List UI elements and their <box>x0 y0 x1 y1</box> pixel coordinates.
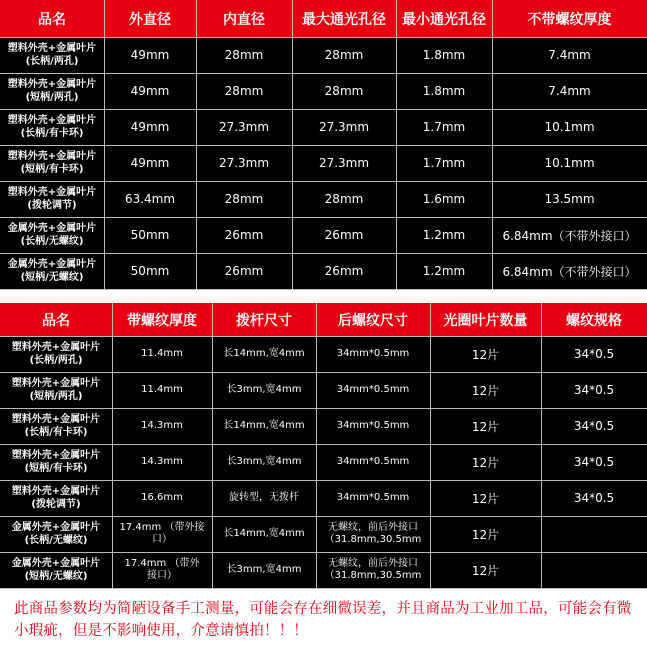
header-blade-count: 光圈叶片数量 <box>443 312 528 329</box>
cell-blade-count: 12片 <box>471 563 500 578</box>
cell-min-aperture: 1.7mm <box>422 156 466 170</box>
spec-table-threads <box>0 303 647 589</box>
cell-thickness-no-thread: 6.84mm（不带外接口） <box>502 264 637 279</box>
cell-thread-thickness: 16.6mm <box>141 492 183 503</box>
cell-thread-thickness: 17.4mm （带外接 口） <box>119 522 205 545</box>
cell-inner-diameter: 28mm <box>224 48 264 62</box>
cell-thread-thickness: 17.4mm （带外 接口） <box>124 558 200 581</box>
cell-rear-thread: 无螺纹，前后外接口 （31.8mm,30.5mm <box>324 522 422 545</box>
cell-min-aperture: 1.6mm <box>422 192 466 206</box>
cell-inner-diameter: 27.3mm <box>218 120 270 134</box>
grid-line <box>0 109 647 110</box>
cell-product: 塑料外壳+金属叶片 (短柄/两孔) <box>11 378 101 402</box>
header-max-aperture: 最大通光孔径 <box>302 11 386 28</box>
cell-thickness-no-thread: 10.1mm <box>544 156 595 170</box>
grid-line <box>0 516 647 517</box>
grid-line <box>0 336 647 337</box>
grid-line <box>0 217 647 218</box>
header-rear-thread: 后螺纹尺寸 <box>338 312 408 329</box>
grid-line <box>112 303 113 588</box>
cell-lever-size: 长14mm,宽4mm <box>223 528 305 539</box>
header-row <box>0 303 647 336</box>
cell-thread-spec <box>541 516 647 552</box>
table-row <box>0 73 647 109</box>
table-row <box>0 109 647 145</box>
header-outer-diameter: 外直径 <box>129 11 171 28</box>
cell-min-aperture: 1.8mm <box>422 48 466 62</box>
cell-thread-thickness: 14.3mm <box>141 420 183 431</box>
grid-line <box>0 552 647 553</box>
table-row <box>0 372 647 408</box>
cell-thread-spec: 34*0.5 <box>573 491 615 505</box>
grid-line <box>0 372 647 373</box>
header-product: 品名 <box>42 312 70 329</box>
cell-product: 塑料外壳+金属叶片 (拨轮调节) <box>11 486 101 510</box>
cell-blade-count: 12片 <box>471 491 500 506</box>
header-lever-size: 拨杆尺寸 <box>236 312 292 329</box>
cell-outer-diameter: 49mm <box>130 84 170 98</box>
cell-product: 塑料外壳+金属叶片 (短柄/有卡环) <box>11 450 101 474</box>
grid-line <box>0 444 647 445</box>
cell-thread-spec <box>541 552 647 588</box>
cell-max-aperture: 28mm <box>324 48 364 62</box>
cell-outer-diameter: 50mm <box>130 264 170 278</box>
header-thread-spec: 螺纹规格 <box>566 312 622 329</box>
table-row <box>0 516 647 552</box>
table-row <box>0 336 647 372</box>
cell-inner-diameter: 27.3mm <box>218 156 270 170</box>
table-row <box>0 253 647 289</box>
cell-max-aperture: 26mm <box>324 228 364 242</box>
grid-line <box>430 303 431 588</box>
cell-max-aperture: 26mm <box>324 264 364 278</box>
cell-rear-thread: 34mm*0.5mm <box>336 348 410 359</box>
cell-blade-count: 12片 <box>471 383 500 398</box>
header-inner-diameter: 内直径 <box>223 11 265 28</box>
cell-thread-spec: 34*0.5 <box>573 455 615 469</box>
spec-table-dimensions <box>0 0 647 289</box>
grid-line <box>212 303 213 588</box>
cell-thickness-no-thread: 6.84mm（不带外接口） <box>502 228 637 243</box>
header-product: 品名 <box>38 11 66 28</box>
cell-product: 金属外壳+金属叶片 (长柄/无螺纹) <box>7 223 97 247</box>
cell-thickness-no-thread: 13.5mm <box>544 192 595 206</box>
cell-thickness-no-thread: 7.4mm <box>548 84 591 98</box>
cell-max-aperture: 28mm <box>324 84 364 98</box>
cell-inner-diameter: 28mm <box>224 192 264 206</box>
cell-product: 塑料外壳+金属叶片 (长柄/两孔) <box>11 342 101 366</box>
grid-line <box>0 37 647 38</box>
disclaimer-note: 此商品参数均为简陋设备手工测量，可能会存在细微误差，并且商品为工业加工品，可能会有微小瑕疵，但是不影响使用，介意请慎拍！！！ <box>14 601 632 639</box>
table-row <box>0 145 647 181</box>
cell-max-aperture: 27.3mm <box>318 120 370 134</box>
grid-line <box>0 480 647 481</box>
cell-product: 塑料外壳+金属叶片 (长柄/两孔) <box>7 43 97 67</box>
cell-lever-size: 长3mm,宽4mm <box>226 564 302 575</box>
table-row <box>0 37 647 73</box>
table-row <box>0 217 647 253</box>
cell-product: 金属外壳+金属叶片 (短柄/无螺纹) <box>7 259 97 283</box>
cell-outer-diameter: 49mm <box>130 120 170 134</box>
cell-min-aperture: 1.7mm <box>422 120 466 134</box>
cell-outer-diameter: 63.4mm <box>124 192 176 206</box>
cell-rear-thread: 34mm*0.5mm <box>336 492 410 503</box>
cell-blade-count: 12片 <box>471 419 500 434</box>
cell-min-aperture: 1.8mm <box>422 84 466 98</box>
cell-product: 塑料外壳+金属叶片 (短柄/两孔) <box>7 79 97 103</box>
table-row <box>0 408 647 444</box>
header-row <box>0 0 647 37</box>
cell-rear-thread: 34mm*0.5mm <box>336 384 410 395</box>
cell-blade-count: 12片 <box>471 347 500 362</box>
grid-line <box>541 303 542 588</box>
cell-blade-count: 12片 <box>471 455 500 470</box>
cell-thread-spec: 34*0.5 <box>573 419 615 433</box>
header-min-aperture: 最小通光孔径 <box>402 11 486 28</box>
cell-lever-size: 旋转型，无拨杆 <box>229 492 299 503</box>
cell-product: 塑料外壳+金属叶片 (长柄/有卡环) <box>11 414 101 438</box>
cell-product: 塑料外壳+金属叶片 (短柄/有卡环) <box>7 151 97 175</box>
cell-thread-spec: 34*0.5 <box>573 383 615 397</box>
grid-line <box>0 73 647 74</box>
grid-line <box>0 408 647 409</box>
cell-inner-diameter: 26mm <box>224 264 264 278</box>
cell-min-aperture: 1.2mm <box>422 264 466 278</box>
table-row <box>0 552 647 588</box>
table-row <box>0 181 647 217</box>
cell-thread-spec: 34*0.5 <box>573 347 615 361</box>
grid-line <box>0 145 647 146</box>
cell-product: 塑料外壳+金属叶片 (长柄/有卡环) <box>7 115 97 139</box>
cell-lever-size: 长14mm,宽4mm <box>223 348 305 359</box>
cell-outer-diameter: 49mm <box>130 48 170 62</box>
cell-product: 塑料外壳+金属叶片 (拨轮调节) <box>7 187 97 211</box>
grid-line <box>0 588 647 589</box>
cell-inner-diameter: 26mm <box>224 228 264 242</box>
cell-thread-thickness: 11.4mm <box>141 348 183 359</box>
grid-line <box>316 303 317 588</box>
cell-product: 金属外壳+金属叶片 (短柄/无螺纹) <box>11 558 101 582</box>
header-thickness-no-thread: 不带螺纹厚度 <box>527 11 612 28</box>
cell-lever-size: 长3mm,宽4mm <box>226 384 302 395</box>
cell-max-aperture: 27.3mm <box>318 156 370 170</box>
cell-product: 金属外壳+金属叶片 (长柄/无螺纹) <box>11 522 101 546</box>
table-row <box>0 444 647 480</box>
cell-blade-count: 12片 <box>471 527 500 542</box>
cell-rear-thread: 34mm*0.5mm <box>336 456 410 467</box>
cell-rear-thread: 34mm*0.5mm <box>336 420 410 431</box>
cell-min-aperture: 1.2mm <box>422 228 466 242</box>
grid-line <box>0 289 647 290</box>
cell-thread-thickness: 11.4mm <box>141 384 183 395</box>
cell-thread-thickness: 14.3mm <box>141 456 183 467</box>
grid-line <box>0 253 647 254</box>
cell-lever-size: 长3mm,宽4mm <box>226 456 302 467</box>
cell-thickness-no-thread: 7.4mm <box>548 48 591 62</box>
cell-lever-size: 长14mm,宽4mm <box>223 420 305 431</box>
cell-inner-diameter: 28mm <box>224 84 264 98</box>
cell-thickness-no-thread: 10.1mm <box>544 120 595 134</box>
table-row <box>0 480 647 516</box>
grid-line <box>0 181 647 182</box>
cell-rear-thread: 无螺纹，前后外接口 （31.8mm,30.5mm <box>324 558 422 581</box>
header-thread-thickness: 带螺纹厚度 <box>127 312 197 329</box>
cell-max-aperture: 28mm <box>324 192 364 206</box>
cell-outer-diameter: 50mm <box>130 228 170 242</box>
cell-outer-diameter: 49mm <box>130 156 170 170</box>
